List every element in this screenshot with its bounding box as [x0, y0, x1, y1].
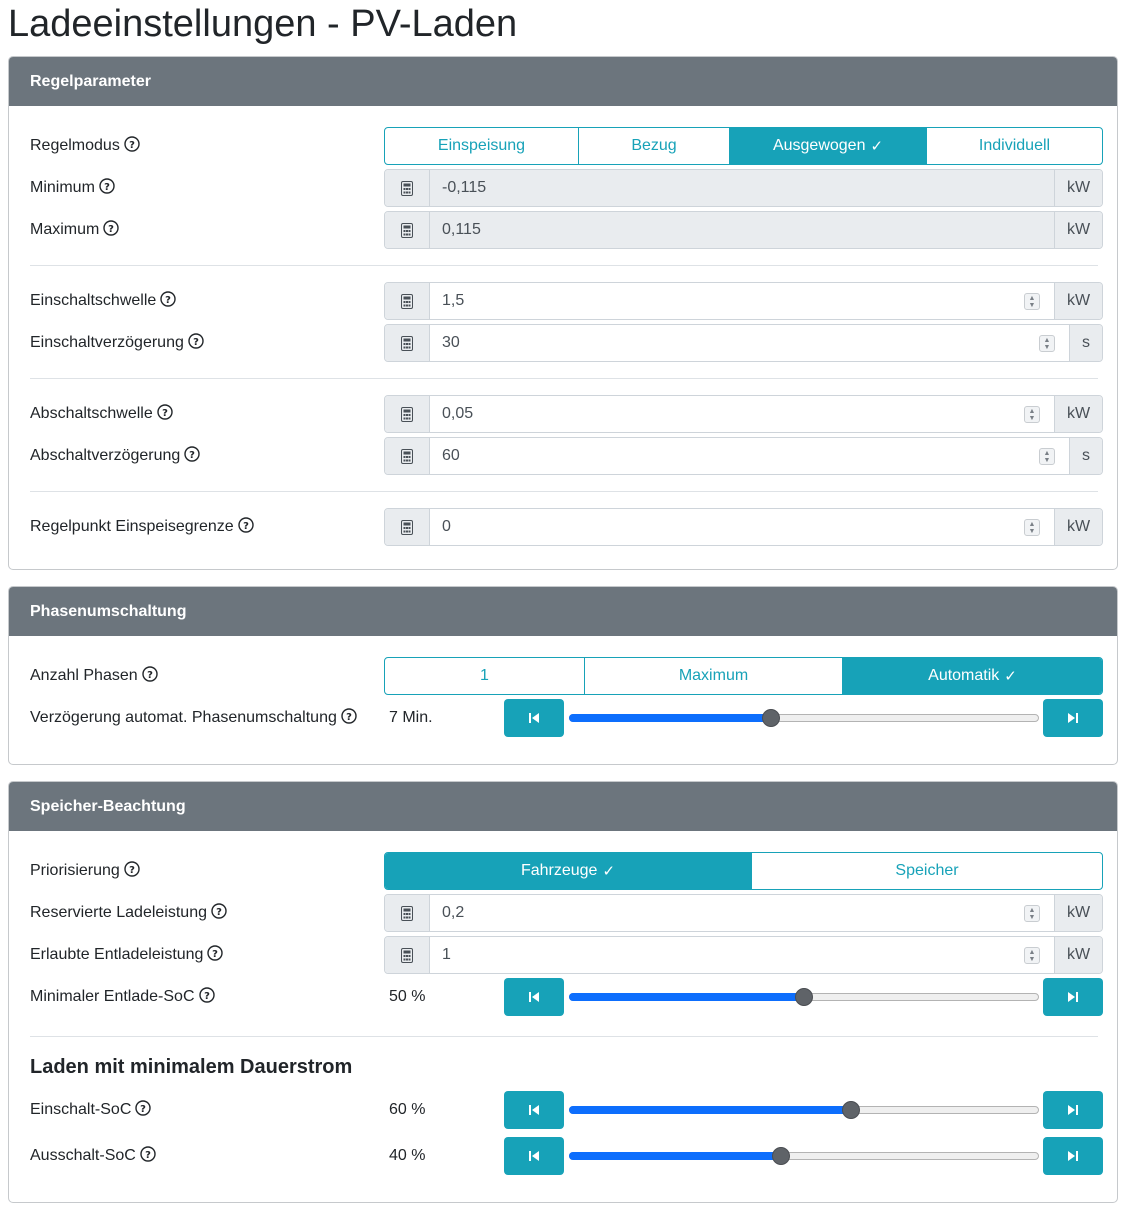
einschaltverzoegerung-unit: s	[1069, 325, 1102, 361]
question-circle-icon[interactable]	[135, 1100, 151, 1116]
label-einschaltverzoegerung: Einschaltverzögerung ?	[30, 324, 204, 362]
label-einschaltschwelle: Einschaltschwelle ?	[30, 282, 176, 320]
abschaltschwelle-unit: kW	[1054, 396, 1102, 432]
label-erlaubte: Erlaubte Entladeleistung ?	[30, 936, 223, 974]
question-circle-icon[interactable]	[341, 708, 357, 724]
slider-thumb[interactable]	[795, 988, 813, 1006]
label-regelpunkt: Regelpunkt Einspeisegrenze ?	[30, 508, 254, 546]
label-maximum: Maximum ?	[30, 211, 119, 249]
row-min-entlade-soc	[9, 978, 1117, 1016]
step-forward-button[interactable]	[1043, 1137, 1103, 1175]
check-icon: ✓	[602, 863, 616, 880]
step-forward-button[interactable]	[1043, 699, 1103, 737]
label-einschalt-soc: Einschalt-SoC ?	[30, 1091, 151, 1129]
row-maximum	[9, 211, 1117, 249]
calculator-icon	[385, 170, 430, 206]
einschaltverzoegerung-input-group	[384, 324, 1103, 362]
svg-text:?: ?	[144, 1150, 151, 1161]
reservierte-input-group	[384, 894, 1103, 932]
question-circle-icon[interactable]	[103, 220, 119, 236]
card-speicher	[8, 781, 1118, 1203]
row-verzoegerung	[9, 699, 1117, 737]
check-icon: ✓	[1004, 668, 1017, 685]
divider	[30, 378, 1098, 379]
step-backward-icon	[528, 1104, 540, 1116]
step-backward-button[interactable]	[504, 978, 564, 1016]
divider	[30, 1036, 1098, 1037]
question-circle-icon[interactable]	[184, 446, 200, 462]
maximum-unit: kW	[1054, 212, 1102, 248]
question-circle-icon[interactable]	[99, 178, 115, 194]
label-reservierte: Reservierte Ladeleistung ?	[30, 894, 227, 932]
option-maximum[interactable]: Maximum	[584, 658, 842, 694]
verzoegerung-slider[interactable]	[569, 714, 1039, 722]
card-header-regelparameter: Regelparameter	[9, 57, 1117, 106]
abschaltschwelle-input[interactable]: 0,05 ▲ ▼	[430, 396, 1054, 432]
einschalt-soc-value: 60 %	[389, 1101, 426, 1118]
step-forward-icon	[1067, 991, 1079, 1003]
step-backward-icon	[528, 712, 540, 724]
question-circle-icon[interactable]	[124, 861, 140, 877]
label-priorisierung: Priorisierung ?	[30, 852, 140, 890]
row-einschaltschwelle	[9, 282, 1117, 320]
svg-text:?: ?	[108, 224, 115, 235]
step-forward-icon	[1067, 1104, 1079, 1116]
row-ausschalt-soc	[9, 1137, 1117, 1175]
svg-text:?: ?	[128, 865, 135, 876]
question-circle-icon[interactable]	[157, 404, 173, 420]
regelpunkt-input-group	[384, 508, 1103, 546]
number-spinner[interactable]: ▲ ▼	[1039, 335, 1055, 352]
row-minimum	[9, 169, 1117, 207]
label-minimum: Minimum ?	[30, 169, 115, 207]
calculator-icon	[385, 212, 430, 248]
maximum-field: 0,115	[430, 212, 1054, 248]
row-reservierte	[9, 894, 1117, 932]
slider-thumb[interactable]	[762, 709, 780, 727]
abschaltverzoegerung-input-group	[384, 437, 1103, 475]
calculator-icon	[385, 895, 430, 931]
maximum-input-group	[384, 211, 1103, 249]
step-backward-icon	[528, 991, 540, 1003]
reservierte-input[interactable]: 0,2 ▲ ▼	[430, 895, 1054, 931]
svg-text:?: ?	[212, 949, 219, 960]
svg-text:?: ?	[165, 295, 172, 306]
step-forward-icon	[1067, 712, 1079, 724]
svg-text:?: ?	[242, 521, 249, 532]
svg-text:?: ?	[140, 1104, 147, 1115]
row-abschaltschwelle	[9, 395, 1117, 433]
row-regelmodus	[9, 127, 1117, 165]
svg-text:?: ?	[161, 408, 168, 419]
einschaltverzoegerung-input[interactable]: 30 ▲ ▼	[430, 325, 1069, 361]
row-anzahl-phasen	[9, 657, 1117, 695]
option-fahrzeuge[interactable]: Fahrzeuge ✓	[385, 853, 751, 889]
svg-text:?: ?	[192, 337, 199, 348]
calculator-icon	[385, 509, 430, 545]
question-circle-icon[interactable]	[211, 903, 227, 919]
reservierte-unit: kW	[1054, 895, 1102, 931]
option-bezug[interactable]: Bezug	[578, 128, 729, 164]
calculator-icon	[385, 937, 430, 973]
question-circle-icon[interactable]	[207, 945, 223, 961]
label-anzahl-phasen: Anzahl Phasen ?	[30, 657, 158, 695]
erlaubte-input[interactable]: 1 ▲ ▼	[430, 937, 1054, 973]
regelpunkt-unit: kW	[1054, 509, 1102, 545]
step-backward-button[interactable]	[504, 699, 564, 737]
number-spinner[interactable]: ▲ ▼	[1024, 905, 1040, 922]
slider-thumb[interactable]	[772, 1147, 790, 1165]
divider	[30, 265, 1098, 266]
section-subheading: Laden mit minimalem Dauerstrom	[30, 1056, 353, 1078]
page-title: Ladeeinstellungen - PV-Laden	[8, 3, 518, 45]
question-circle-icon[interactable]	[238, 517, 254, 533]
erlaubte-unit: kW	[1054, 937, 1102, 973]
label-abschaltverzoegerung: Abschaltverzögerung ?	[30, 437, 200, 475]
card-header-phasenumschaltung: Phasenumschaltung	[9, 587, 1117, 636]
question-circle-icon[interactable]	[142, 666, 158, 682]
question-circle-icon[interactable]	[188, 333, 204, 349]
row-einschaltverzoegerung	[9, 324, 1117, 362]
svg-text:?: ?	[146, 670, 153, 681]
svg-text:?: ?	[345, 712, 352, 723]
label-verzoegerung: Verzögerung automat. Phasenumschaltung ?	[30, 699, 357, 737]
label-abschaltschwelle: Abschaltschwelle ?	[30, 395, 173, 433]
erlaubte-input-group	[384, 936, 1103, 974]
option-speicher[interactable]: Speicher	[751, 853, 1102, 889]
option-automatik[interactable]: Automatik ✓	[842, 658, 1102, 694]
calculator-icon	[385, 396, 430, 432]
calculator-icon	[385, 283, 430, 319]
einschalt-soc-slider[interactable]	[569, 1106, 1039, 1114]
minimum-field: -0,115	[430, 170, 1054, 206]
card-regelparameter	[8, 56, 1118, 570]
card-phasenumschaltung	[8, 586, 1118, 765]
einschaltschwelle-input[interactable]: 1,5 ▲ ▼	[430, 283, 1054, 319]
row-regelpunkt	[9, 508, 1117, 546]
min-entlade-soc-slider[interactable]	[569, 993, 1039, 1001]
step-backward-icon	[528, 1150, 540, 1162]
abschaltverzoegerung-input[interactable]: 60 ▲ ▼	[430, 438, 1069, 474]
ausschalt-soc-value: 40 %	[389, 1147, 426, 1164]
number-spinner[interactable]: ▲ ▼	[1024, 947, 1040, 964]
check-icon: ✓	[870, 138, 884, 155]
ausschalt-soc-slider[interactable]	[569, 1152, 1039, 1160]
calculator-icon	[385, 325, 430, 361]
question-circle-icon[interactable]	[199, 987, 215, 1003]
label-min-entlade-soc: Minimaler Entlade-SoC ?	[30, 978, 215, 1016]
minimum-unit: kW	[1054, 170, 1102, 206]
anzahl-phasen-button-group	[384, 657, 1103, 695]
min-entlade-soc-value: 50 %	[389, 988, 426, 1005]
slider-fill	[569, 714, 770, 722]
abschaltschwelle-input-group	[384, 395, 1103, 433]
step-forward-icon	[1067, 1150, 1079, 1162]
option-1[interactable]: 1	[480, 667, 489, 684]
svg-text:?: ?	[203, 991, 210, 1002]
question-circle-icon[interactable]	[140, 1146, 156, 1162]
svg-text:?: ?	[216, 907, 222, 918]
number-spinner[interactable]: ▲ ▼	[1024, 293, 1040, 310]
calculator-icon	[385, 438, 430, 474]
abschaltverzoegerung-unit: s	[1069, 438, 1102, 474]
regelpunkt-input[interactable]: 0 ▲ ▼	[430, 509, 1054, 545]
option-individuell[interactable]: Individuell	[926, 128, 1102, 164]
question-circle-icon[interactable]	[160, 291, 176, 307]
slider-fill	[569, 1106, 850, 1114]
step-forward-button[interactable]	[1043, 978, 1103, 1016]
step-forward-button[interactable]	[1043, 1091, 1103, 1129]
slider-fill	[569, 993, 803, 1001]
number-spinner[interactable]: ▲ ▼	[1039, 448, 1055, 465]
einschaltschwelle-input-group	[384, 282, 1103, 320]
number-spinner[interactable]: ▲ ▼	[1024, 519, 1040, 536]
row-einschalt-soc	[9, 1091, 1117, 1129]
option-einspeisung[interactable]: Einspeisung	[437, 137, 526, 154]
slider-fill	[569, 1152, 780, 1160]
row-erlaubte	[9, 936, 1117, 974]
question-circle-icon[interactable]	[124, 136, 140, 152]
option-ausgewogen[interactable]: Ausgewogen ✓	[729, 128, 926, 164]
regelmodus-button-group	[384, 127, 1103, 165]
card-header-speicher: Speicher-Beachtung	[9, 782, 1117, 831]
einschaltschwelle-unit: kW	[1054, 283, 1102, 319]
svg-text:?: ?	[128, 140, 135, 151]
label-regelmodus: Regelmodus ?	[30, 127, 140, 165]
minimum-input-group	[384, 169, 1103, 207]
priorisierung-button-group	[384, 852, 1103, 890]
divider	[30, 491, 1098, 492]
step-backward-button[interactable]	[504, 1091, 564, 1129]
step-backward-button[interactable]	[504, 1137, 564, 1175]
row-abschaltverzoegerung	[9, 437, 1117, 475]
label-ausschalt-soc: Ausschalt-SoC ?	[30, 1137, 156, 1175]
row-priorisierung	[9, 852, 1117, 890]
svg-text:?: ?	[103, 182, 110, 193]
svg-text:?: ?	[189, 450, 196, 461]
slider-thumb[interactable]	[842, 1101, 860, 1119]
verzoegerung-value: 7 Min.	[389, 709, 433, 726]
number-spinner[interactable]: ▲ ▼	[1024, 406, 1040, 423]
